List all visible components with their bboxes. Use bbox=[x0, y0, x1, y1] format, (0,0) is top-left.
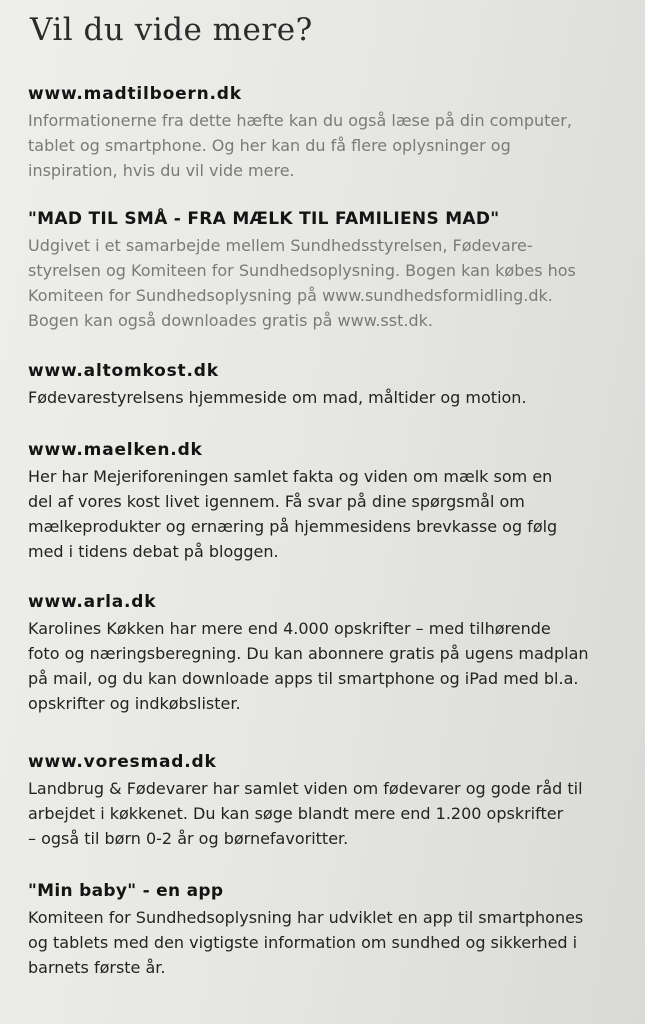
body-line: på mail, og du kan downloade apps til smartphone og iPad med bl.a. bbox=[28, 669, 579, 688]
section-heading: "MAD TIL SMÅ - FRA MÆLK TIL FAMILIENS MAD" bbox=[28, 209, 500, 229]
body-line: del af vores kost livet igennem. Få svar på dine spørgsmål om bbox=[28, 492, 525, 511]
section-body bbox=[28, 385, 627, 410]
body-line: tablet og smartphone. Og her kan du få flere oplysninger og bbox=[28, 136, 511, 155]
body-line: Her har Mejeriforeningen samlet fakta og viden om mælk som en bbox=[28, 467, 553, 486]
section-body bbox=[28, 233, 627, 333]
body-line: og tablets med den vigtigste information om sundhed og sikkerhed i bbox=[28, 933, 578, 952]
body-line: Karolines Køkken har mere end 4.000 opskrifter – med tilhørende bbox=[28, 619, 551, 638]
body-line: Informationerne fra dette hæfte kan du også læse på din computer, bbox=[28, 111, 572, 130]
section-body bbox=[28, 776, 627, 851]
section-heading: www.arla.dk bbox=[28, 592, 157, 612]
page-title: Vil du vide mere? bbox=[30, 12, 313, 48]
body-line: styrelsen og Komiteen for Sundhedsoplysning. Bogen kan købes hos bbox=[28, 261, 576, 280]
section-heading: www.maelken.dk bbox=[28, 440, 203, 460]
body-line: mælkeprodukter og ernæring på hjemmesidens brevkasse og følg bbox=[28, 517, 558, 536]
body-line: Fødevarestyrelsens hjemmeside om mad, måltider og motion. bbox=[28, 388, 527, 407]
section-body bbox=[28, 464, 627, 564]
section-body bbox=[28, 108, 627, 183]
section-heading: www.voresmad.dk bbox=[28, 752, 217, 772]
body-line: arbejdet i køkkenet. Du kan søge blandt mere end 1.200 opskrifter bbox=[28, 804, 564, 823]
body-line: Komiteen for Sundhedsoplysning på www.sundhedsformidling.dk. bbox=[28, 286, 553, 305]
body-line: med i tidens debat på bloggen. bbox=[28, 542, 279, 561]
section-min-baby-app bbox=[28, 881, 627, 980]
section-heading: "Min baby" - en app bbox=[28, 881, 224, 901]
section-mad-til-smaa bbox=[28, 209, 627, 333]
body-line: foto og næringsberegning. Du kan abonnere gratis på ugens madplan bbox=[28, 644, 589, 663]
section-voresmad bbox=[28, 752, 627, 851]
body-line: Udgivet i et samarbejde mellem Sundhedsstyrelsen, Fødevare- bbox=[28, 236, 533, 255]
body-line: barnets første år. bbox=[28, 958, 166, 977]
section-arla bbox=[28, 592, 627, 716]
section-heading: www.madtilboern.dk bbox=[28, 84, 242, 104]
section-heading: www.altomkost.dk bbox=[28, 361, 219, 381]
body-line: Landbrug & Fødevarer har samlet viden om fødevarer og gode råd til bbox=[28, 779, 583, 798]
section-madtilboern bbox=[28, 84, 627, 183]
body-line: Komiteen for Sundhedsoplysning har udviklet en app til smartphones bbox=[28, 908, 584, 927]
section-altomkost bbox=[28, 361, 627, 410]
section-body bbox=[28, 905, 627, 980]
section-maelken bbox=[28, 440, 627, 564]
body-line: opskrifter og indkøbslister. bbox=[28, 694, 241, 713]
body-line: Bogen kan også downloades gratis på www.sst.dk. bbox=[28, 311, 433, 330]
body-line: inspiration, hvis du vil vide mere. bbox=[28, 161, 295, 180]
body-line: – også til børn 0-2 år og børnefavoritter. bbox=[28, 829, 349, 848]
section-body bbox=[28, 616, 627, 716]
